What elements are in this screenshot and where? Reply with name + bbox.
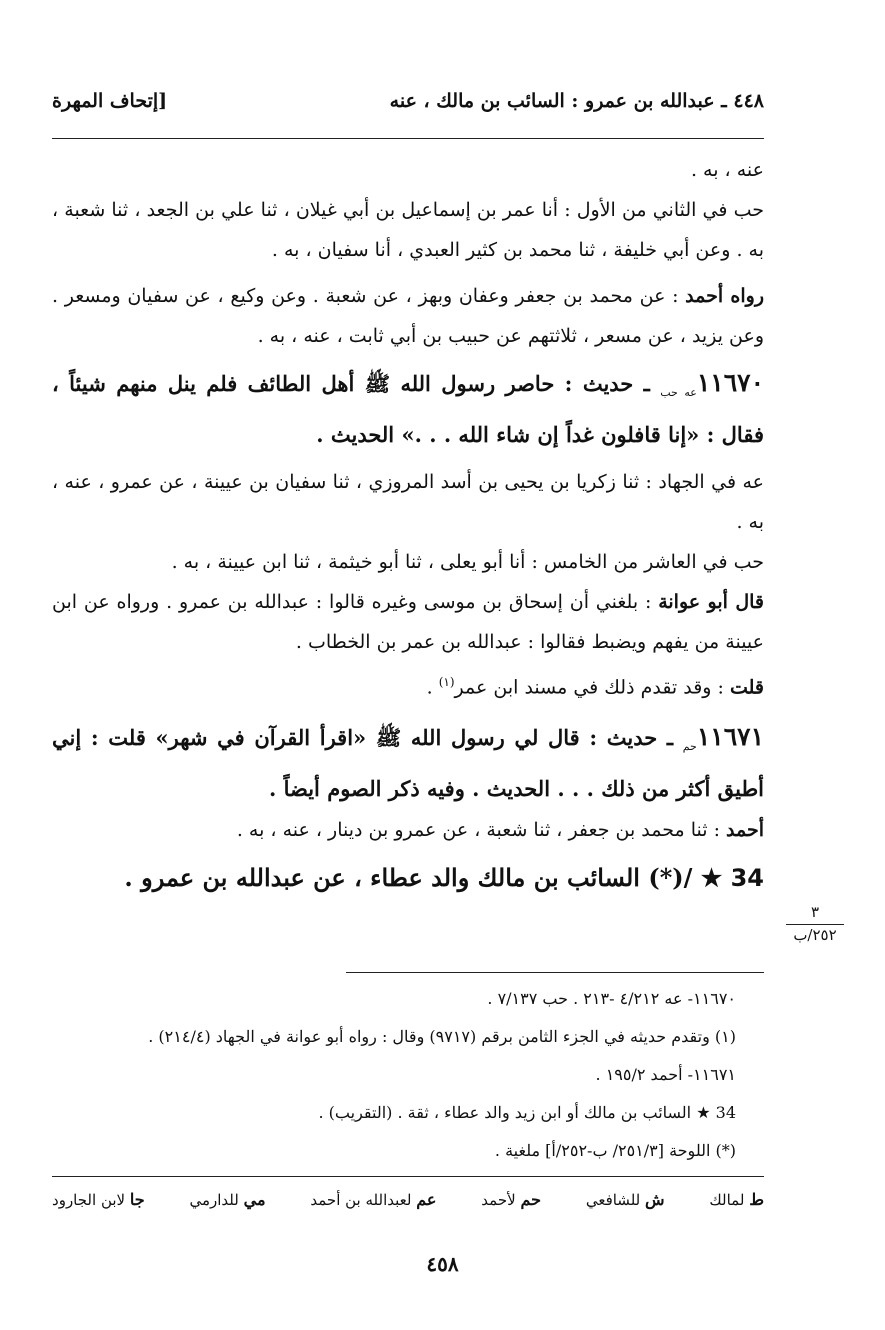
hadith-entry	[52, 716, 764, 810]
hadith-number: ١١٦٧١	[696, 721, 764, 751]
hadith-text: ـ حديث : حاصر رسول الله ﷺ أهل الطائف فلم ينل منهم شيئاً ، فقال : «إنا قافلون غداً إن شاء الله . . .» الحديث .	[52, 371, 764, 448]
hadith-sigla: عه حب	[660, 386, 697, 400]
page-number: ٤٥٨	[426, 1252, 459, 1276]
main-text	[52, 150, 764, 900]
footnote-ref: (١)	[438, 675, 455, 690]
narrator-text: /(*) السائب بن مالك والد عطاء ، عن عبدالله بن عمرو .	[124, 862, 701, 892]
abbr-item: جا لابن الجارود	[52, 1190, 145, 1209]
footnote: ١١٦٧٠- عه ٤/٢١٢ -٢١٣ . حب ٧/١٣٧ .	[487, 989, 736, 1008]
footnote: (١) وتقدم حديثه في الجزء الثامن برقم (٩٧١٧) وقال : رواه أبو عوانة في الجهاد (٢١٤/٤) .	[148, 1027, 736, 1046]
manuscript-folio-note	[786, 902, 844, 945]
paragraph: حب في الثاني من الأول : أنا عمر بن إسماعيل بن أبي غيلان ، ثنا علي بن الجعد ، ثنا شعبة ، به . وعن أبي خليفة ، ثنا محمد بن كثير العبدي ، أنا سفيان ، به .	[52, 199, 764, 261]
footnote: (*) اللوحة [٢٥١/٣/ ب-٢٥٢/أ] ملغية .	[494, 1141, 736, 1160]
narrator-heading	[52, 856, 764, 900]
paragraph-end: .	[426, 676, 439, 699]
abbr-item: ط لمالك	[709, 1190, 764, 1209]
folio-bottom: ٢٥٢/ب	[793, 926, 837, 944]
paragraph	[52, 662, 764, 707]
paragraph-text: : بلغني أن إسحاق بن موسى وغيره قالوا : عبدالله بن عمرو . ورواه عن ابن عيينة من يفهم ويضبط فقالوا : عبدالله بن عمر بن الخطاب .	[52, 591, 764, 654]
header-rule	[52, 138, 764, 139]
abbreviation-rule	[52, 1176, 764, 1177]
paragraph-lead: رواه أحمد	[685, 285, 764, 307]
header-title: ٤٤٨ ـ عبدالله بن عمرو : السائب بن مالك ، عنه	[389, 90, 764, 112]
paragraph	[52, 582, 764, 662]
footnote: ١١٦٧١- أحمد ١٩٥/٢ .	[595, 1065, 736, 1084]
hadith-sigla: حم	[682, 739, 697, 753]
hadith-text: ـ حديث : قال لي رسول الله ﷺ «اقرأ القرآن في شهر» قلت : إني أطيق أكثر من ذلك . . . الحديث . وفيه ذكر الصوم أيضاً .	[52, 724, 764, 801]
paragraph: حب في العاشر من الخامس : أنا أبو يعلى ، ثنا أبو خيثمة ، ثنا ابن عيينة ، به .	[171, 551, 764, 574]
paragraph-text: : ثنا محمد بن جعفر ، ثنا شعبة ، عن عمرو بن دينار ، عنه ، به .	[236, 818, 727, 841]
abbr-item: حم لأحمد	[481, 1190, 541, 1209]
paragraph	[52, 810, 764, 850]
abbr-item: مي للدارمي	[189, 1190, 266, 1209]
paragraph-lead: قلت	[729, 676, 764, 699]
footnote: 34 ★ السائب بن مالك أو ابن زيد والد عطاء ، ثقة . (التقريب) .	[318, 1103, 736, 1122]
paragraph-lead: قال أبو عوانة	[658, 591, 764, 614]
paragraph-text: : وقد تقدم ذلك في مسند ابن عمر	[454, 676, 730, 699]
abbr-item: ش للشافعي	[585, 1190, 665, 1209]
abbr-item: عم لعبدالله بن أحمد	[310, 1190, 437, 1209]
header-book-name: [إتحاف المهرة	[52, 90, 168, 112]
running-header	[52, 86, 764, 126]
hadith-entry	[52, 362, 764, 456]
footnote-rule	[346, 972, 764, 973]
paragraph: عه في الجهاد : ثنا زكريا بن يحيى بن أسد المروزي ، ثنا سفيان بن عيينة ، عن عمرو ، عنه ، به .	[52, 471, 764, 534]
folio-top: ٣	[786, 902, 844, 925]
footnotes	[52, 980, 764, 1170]
hadith-number: ١١٦٧٠	[696, 368, 764, 397]
abbreviation-key	[52, 1190, 764, 1209]
paragraph	[52, 276, 764, 356]
star-icon: ★	[700, 862, 723, 892]
paragraph-text: : عن محمد بن جعفر وعفان وبهز ، عن شعبة . وعن وكيع ، عن سفيان ومسعر . وعن يزيد ، عن مسعر ، ثلاثتهم عن حبيب بن أبي ثابت ، عنه ، به .	[52, 285, 764, 347]
paragraph: عنه ، به .	[690, 159, 764, 181]
narrator-number: 34	[730, 863, 764, 892]
paragraph-lead: أحمد	[726, 818, 764, 841]
